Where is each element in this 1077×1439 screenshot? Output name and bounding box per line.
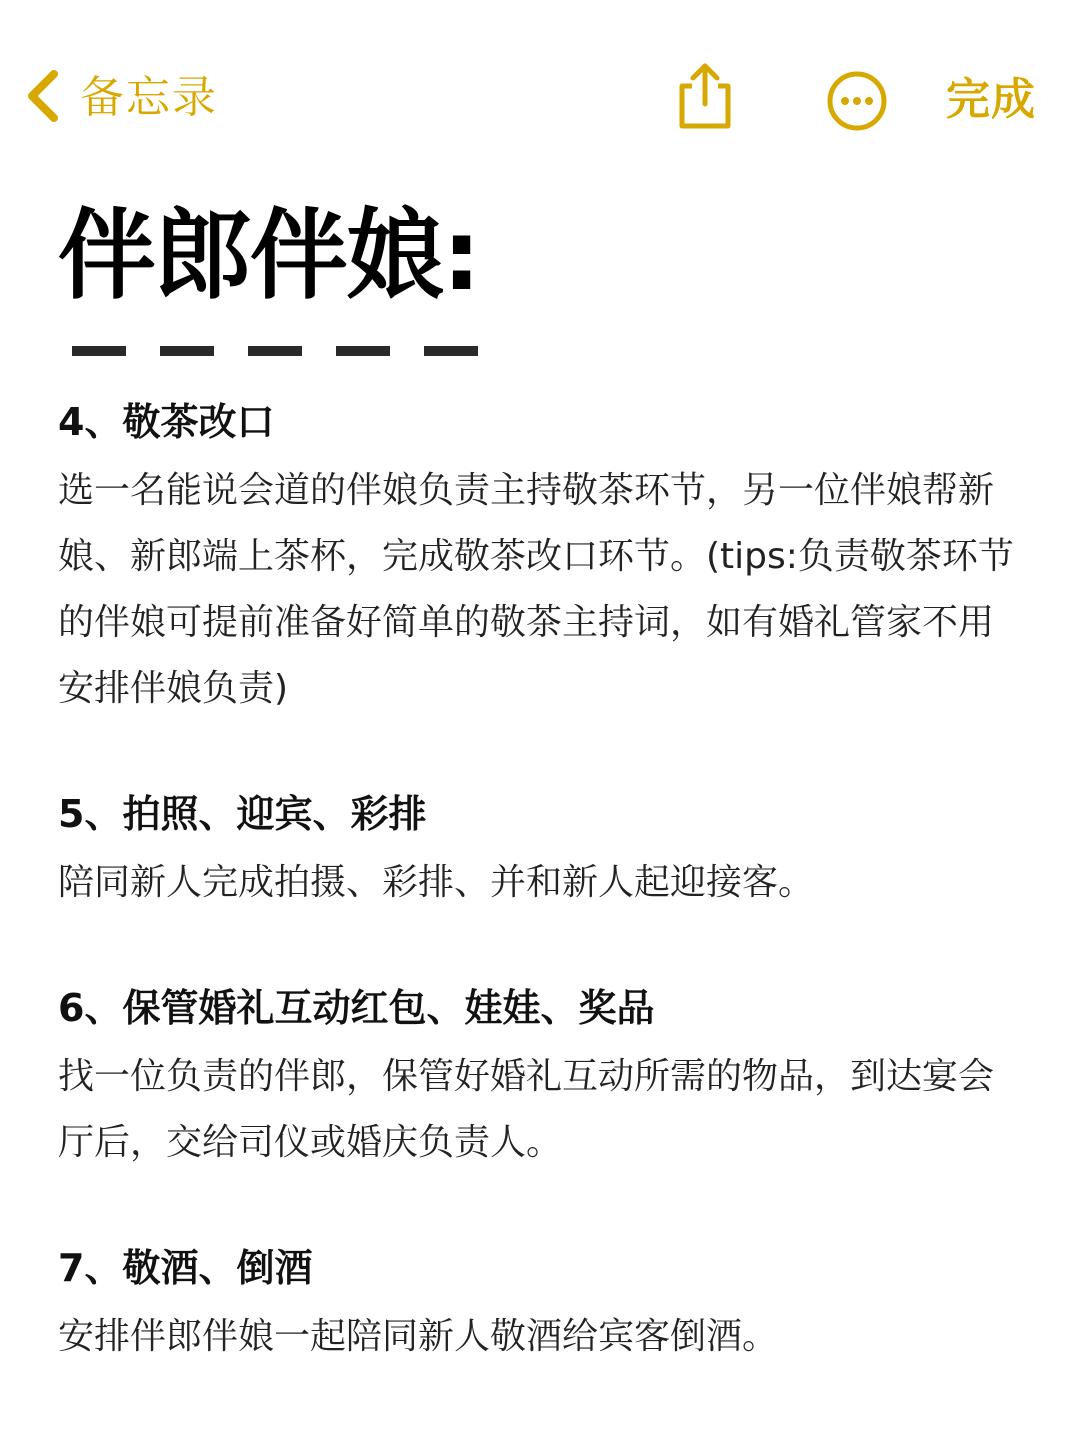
divider-dashes: [72, 346, 478, 356]
section-heading: 5、拍照、迎宾、彩排: [58, 792, 427, 836]
dash: [72, 346, 126, 356]
note-content[interactable]: [58, 394, 1018, 1370]
back-button[interactable]: [22, 66, 218, 130]
section-body: 选一名能说会道的伴娘负责主持敬茶环节，另一位伴娘帮新娘、新郎端上茶杯，完成敬茶改口环节。(tips:负责敬茶环节的伴娘可提前准备好简单的敬茶主持词，如有婚礼管家不用安排伴娘负责): [58, 470, 1014, 709]
back-label: 备忘录: [80, 72, 218, 123]
note-section: [58, 394, 1018, 722]
page-title: 伴郎伴娘:: [58, 199, 480, 313]
share-button[interactable]: [672, 60, 738, 132]
note-section: [58, 1240, 1018, 1370]
section-body: 陪同新人完成拍摄、彩排、并和新人起迎接客。: [58, 862, 815, 903]
dash: [424, 346, 478, 356]
dash: [336, 346, 390, 356]
done-button[interactable]: 完成: [946, 74, 1036, 125]
section-heading: 4、敬茶改口: [58, 400, 275, 444]
share-icon: [672, 60, 738, 132]
section-heading: 6、保管婚礼互动红包、娃娃、奖品: [58, 986, 655, 1030]
note-section: [58, 980, 1018, 1176]
more-icon: [826, 70, 888, 132]
more-button[interactable]: [826, 70, 888, 132]
navigation-bar: [0, 0, 1077, 190]
section-body: 安排伴郎伴娘一起陪同新人敬酒给宾客倒酒。: [58, 1316, 779, 1357]
section-heading: 7、敬酒、倒酒: [58, 1246, 313, 1290]
dash: [160, 346, 214, 356]
dash: [248, 346, 302, 356]
section-body: 找一位负责的伴郎，保管好婚礼互动所需的物品，到达宴会厅后，交给司仪或婚庆负责人。: [58, 1056, 995, 1163]
note-section: [58, 786, 1018, 916]
chevron-left-icon: [22, 66, 62, 130]
